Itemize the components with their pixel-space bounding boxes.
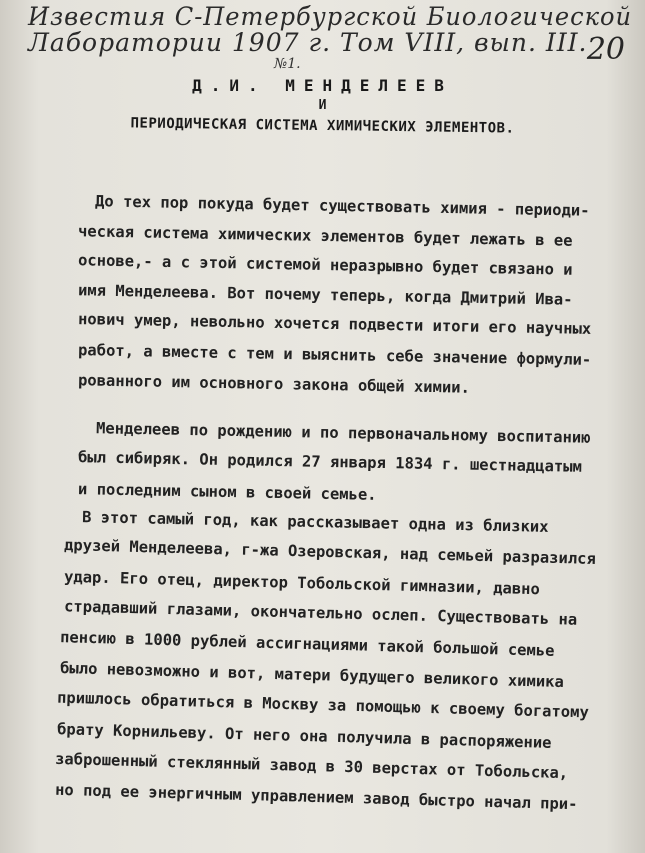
handwritten-source-line-1: Известия С-Петербургской Биологической [28, 2, 632, 31]
body-line: пришлось обратиться в Москву за помощью к своему богатому [56, 688, 590, 722]
body-line: и последним сыном в своей семье. [77, 480, 377, 504]
title-conjunction: И [318, 98, 327, 113]
handwritten-number-mark: №1. [274, 56, 301, 72]
body-line: страдавший глазами, окончательно ослеп. Существовать на [63, 597, 578, 629]
body-line: удар. Его отец, директор Тобольской гимназии, давно [63, 567, 541, 599]
body-line: брату Корнильеву. От него она получила в распоряжение [56, 720, 552, 752]
body-line: имя Менделеева. Вот почему теперь, когда Дмитрий Ива- [77, 281, 573, 309]
body-line: но под ее энергичным управлением завод быстро начал при- [54, 780, 578, 814]
body-line: было невозможно и вот, матери будущего великого химика [59, 658, 565, 692]
body-line: ческая система химических элементов будет лежать в ее [77, 222, 573, 250]
body-line: заброшенный стеклянный завод в 30 верстах от Тобольска, [54, 749, 569, 783]
body-line: был сибиряк. Он родился 27 января 1834 г. шестнадцатым [77, 448, 583, 476]
body-line: основе,- а с этой системой неразрывно будет связано и [77, 251, 573, 279]
body-line: работ, а вместе с тем и выяснить себе значение формули- [77, 341, 592, 369]
body-line: нович умер, невольно хочется подвести итоги его научных [77, 310, 592, 338]
body-line: Менделеев по рождению и по первоначальному воспитанию [95, 419, 591, 447]
article-title: ПЕРИОДИЧЕСКАЯ СИСТЕМА ХИМИЧЕСКИХ ЭЛЕМЕНТОВ. [130, 115, 515, 137]
author-name: Д.И. МЕНДЕЛЕЕВ [192, 76, 453, 95]
body-line: друзей Менделеева, г-жа Озеровская, над семьей разразился [63, 536, 597, 568]
body-line: пенсию в 1000 рублей ассигнациями такой большой семье [59, 628, 555, 660]
body-line: рованного им основного закона общей химии. [77, 371, 471, 397]
page-number: 20 [586, 32, 625, 67]
handwritten-source-line-2: Лаборатории 1907 г. Том VIII, вып. III. [28, 28, 588, 57]
body-line: До тех пор покуда будет существовать химия - периоди- [94, 192, 590, 220]
body-line: В этот самый год, как рассказывает одна из близких [81, 508, 549, 536]
